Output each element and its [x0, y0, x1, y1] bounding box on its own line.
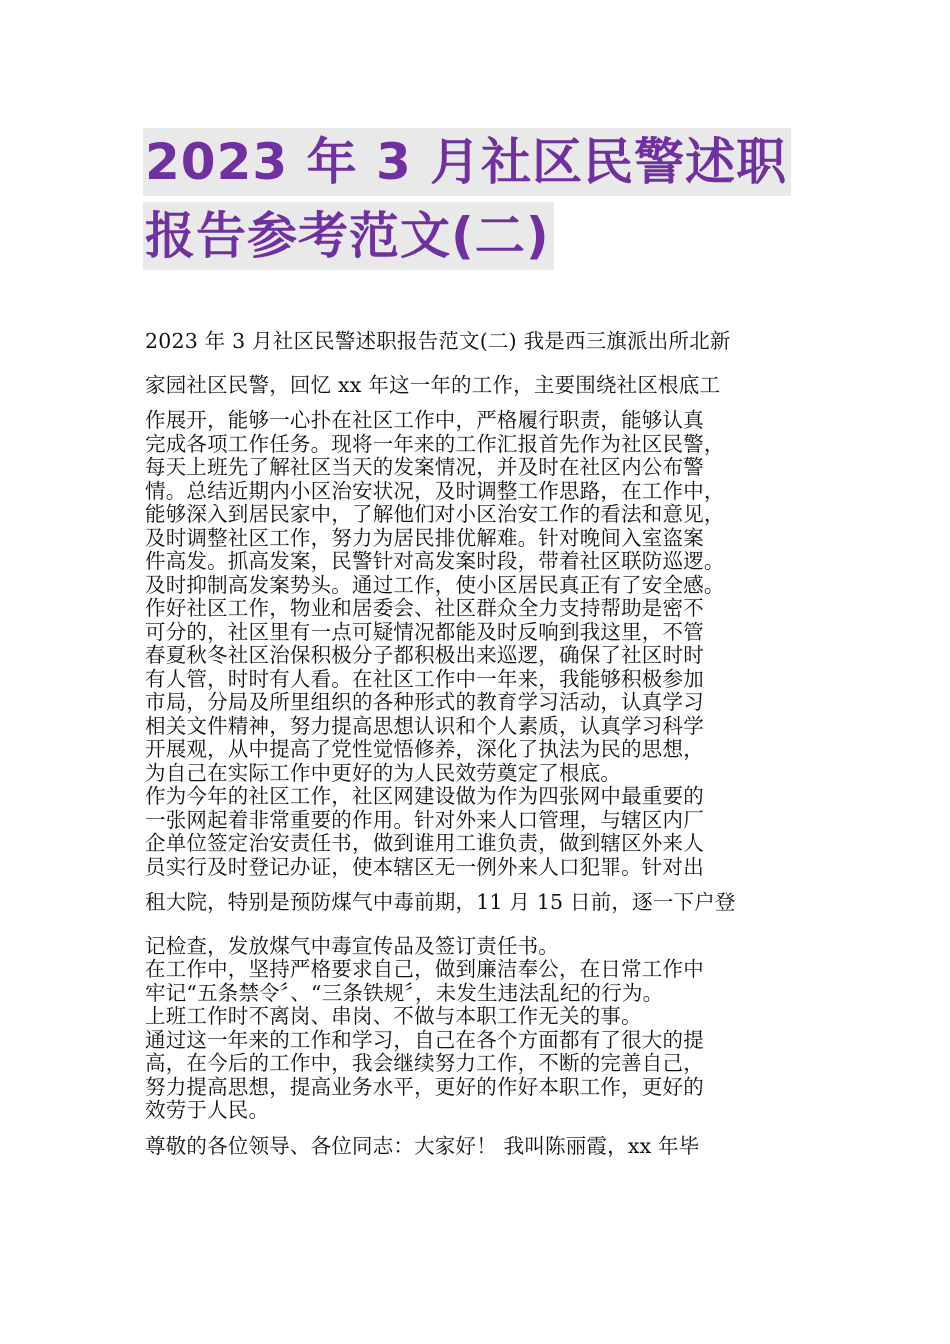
- body-line: 能够深入到居民家中，了解他们对小区治安工作的看法和意见，: [145, 502, 725, 526]
- body-line: 记检查，发放煤气中毒宣传品及签订责任书。: [145, 933, 559, 958]
- body-line: 完成各项工作任务。现将一年来的工作汇报首先作为社区民警，: [145, 431, 725, 456]
- body-line: 及时调整社区工作，努力为居民排优解难。针对晚间入室盗案: [145, 525, 704, 550]
- body-line: 效劳于人民。: [145, 1098, 270, 1122]
- body-line: 员实行及时登记办证，使本辖区无一例外来人口犯罪。针对出: [145, 854, 704, 879]
- body-line: 作为今年的社区工作，社区网建设做为作为四张网中最重要的: [145, 784, 704, 808]
- body-line: 作好社区工作，物业和居委会、社区群众全力支持帮助是密不: [145, 596, 704, 620]
- body-line: 通过这一年来的工作和学习，自己在各个方面都有了很大的提: [145, 1027, 704, 1052]
- body-line: 开展观，从中提高了党性觉悟修养，深化了执法为民的思想，: [145, 737, 704, 761]
- body-line: 努力提高思想，提高业务水平，更好的作好本职工作，更好的: [145, 1074, 704, 1099]
- body-line: 作展开，能够一心扑在社区工作中，严格履行职责，能够认真: [145, 408, 704, 432]
- body-line: 为自己在实际工作中更好的为人民效劳奠定了根底。: [145, 760, 622, 785]
- body-line: 市局，分局及所里组织的各种形式的教育学习活动，认真学习: [145, 690, 704, 714]
- body-line: 情。总结近期内小区治安状况，及时调整工作思路，在工作中，: [145, 478, 725, 503]
- body-line: 有人管，时时有人看。在社区工作中一年来，我能够积极参加: [145, 666, 704, 691]
- body-line: 一张网起着非常重要的作用。针对外来人口管理，与辖区内厂: [145, 807, 704, 832]
- body-line: 在工作中，坚持严格要求自己，做到廉洁奉公，在日常工作中: [145, 957, 704, 981]
- body-line: 家园社区民警，回忆 xx 年这一年的工作，主要围绕社区根底工: [145, 372, 721, 397]
- document-body: [145, 330, 817, 1158]
- body-line: 及时抑制高发案势头。通过工作，使小区居民真正有了安全感。: [145, 572, 725, 597]
- body-line: 可分的，社区里有一点可疑情况都能及时反响到我这里，不管: [145, 619, 704, 644]
- body-line: 相关文件精神，努力提高思想认识和个人素质，认真学习科学: [145, 713, 704, 738]
- body-line: 牢记“五条禁令〞、“三条铁规〞，未发生违法乱纪的行为。: [145, 980, 664, 1005]
- title-line-2: 报告参考范文(二): [143, 202, 554, 270]
- document-title: [143, 128, 823, 276]
- body-line: 件高发。抓高发案，民警针对高发案时段，带着社区联防巡逻。: [145, 549, 725, 573]
- body-line: 尊敬的各位领导、各位同志：大家好！ 我叫陈丽霞，xx 年毕: [145, 1133, 700, 1158]
- body-line: 租大院，特别是预防煤气中毒前期，11 月 15 日前，逐一下户登: [145, 890, 736, 914]
- title-line-1: 2023 年 3 月社区民警述职: [143, 128, 791, 196]
- body-line: 高，在今后的工作中，我会继续努力工作，不断的完善自己，: [145, 1051, 704, 1075]
- body-line: 2023 年 3 月社区民警述职报告范文(二) 我是西三旗派出所北新: [145, 329, 731, 353]
- body-line: 上班工作时不离岗、串岗、不做与本职工作无关的事。: [145, 1004, 642, 1028]
- body-line: 企单位签定治安责任书，做到谁用工谁负责，做到辖区外来人: [145, 831, 704, 855]
- body-line: 每天上班先了解社区当天的发案情况，并及时在社区内公布警: [145, 455, 704, 479]
- body-line: 春夏秋冬社区治保积极分子都积极出来巡逻，确保了社区时时: [145, 643, 704, 667]
